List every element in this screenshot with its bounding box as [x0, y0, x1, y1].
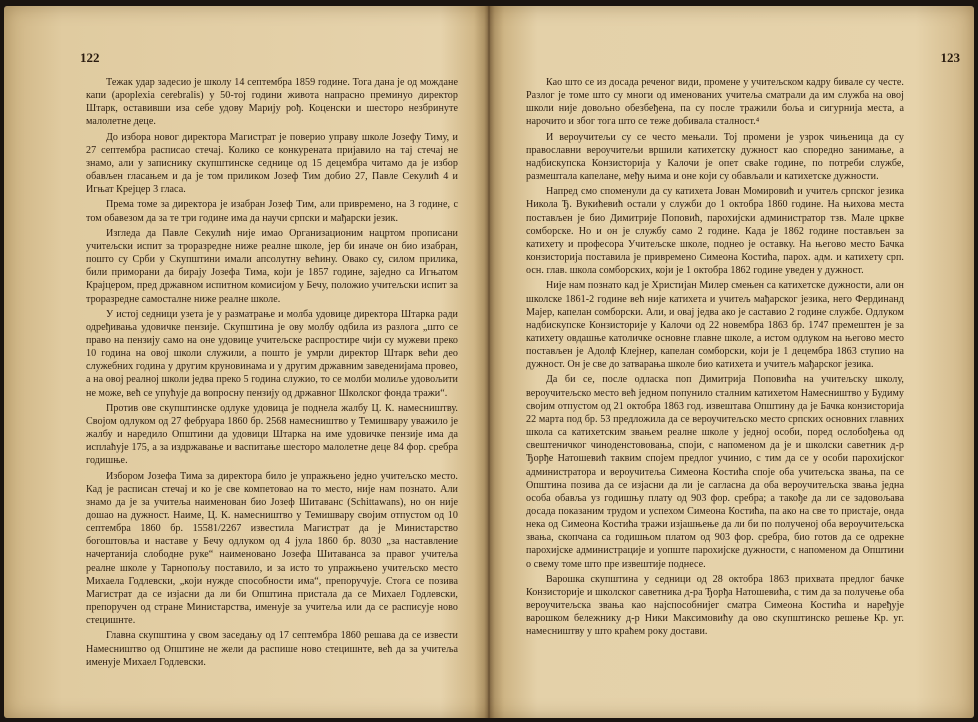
paragraph: Против ове скупштинске одлуке удовица је поднела жалбу Ц. К. намесништву. Својом одлуком од 27 фебруара 1860 бр. 2568 намесништво у Темишвару уважило је жалбу и наредило Општини да удовици Штарка на име удовичке пензије има да исплаћује 175, а за издржавање и васпитање шесторо малолетне деце 84 фор. сребра годишње. [86, 402, 458, 467]
paragraph: До избора новог директора Магистрат је поверио управу школе Јозефу Тиму, и 27 септембра расписао стечај. Колико се конкурената пријавило на тај стечај не знамо, али у записнику скупштинске седнице од 15 децембра читамо да је избор обављен гласањем и да је том приликом Јозеф Тим добио 27, Павле Секулић 4 и Игњат Крејцер 3 гласа. [86, 131, 458, 196]
book-spread [4, 6, 974, 718]
paragraph: Изгледа да Павле Секулић није имао Организационим нацртом прописани учитељски испит за троразредне ниже реалне школе, јер би иначе он био изабран, пошто су Срби у Скупштини имали апсолутну већину. Овако су, силом прилика, били приморани да бирају Јозефа Тима, који је 1857 године, заједно са Игњатом Крајцером, пред државном испитном комисијом у Бечу, положио учитељски испит за троразредне самосталне ниже реалне школе. [86, 227, 458, 305]
page-number-right: 123 [940, 50, 960, 65]
paragraph: Тежак удар задесио је школу 14 септембра 1859 године. Тога дана је од мождане капи (apoplexia cerebralis) у 50-тој години живота напрасно преминуо директор Штарк, оставивши иза себе удову Марију рођ. Коценски и шесторо незбринуте малолетне деце. [86, 77, 458, 128]
paragraph: Није нам познато кад је Христијан Милер смењен са катихетске дужности, али он школске 1861-2 године већ није катихета и учитељ мађарског језика, него Фердинанд Мајер, капелан сомборски. Али, и овај једва ако је саставио 2 године службе. Одлуком надбискупске Конзисторије у Калочи од 22 новембра 1863 бр. 1747 премештен је за катихету овдашње католичке основне главне школе, а истом одлуком на његово место постављен је Адолф Клејнер, капелан сомборски, који је 1 децембра 1863 ступио на дужност. Он је све до затварања школе био катихета и учитељ мађарског језика. [526, 280, 904, 371]
right-page-text [526, 76, 904, 639]
left-page-text [86, 76, 458, 669]
paragraph: Према томе за директора је изабран Јозеф Тим, али привремено, на 3 године, с том обавезом да за те три године има да научи српски и мађарски језик. [86, 199, 458, 224]
paragraph: Избором Јозефа Тима за директора било је упражњено једно учитељско место. Кад је расписан стечај и ко је све компетовао на то место, није нам познато. Али знамо да је за учитеља наименован био Јозеф Шитаванс (Schittawans), но он није дошао на дужност. Наиме, Ц. К. намесништво у Темишвару својим отпустом од 10 септембра 1860 бр. 15581/2267 известила Магистрат да је Министарство богоштовља и наставе у Бечу одлуком од 4 јула 1860 бр. 8030 „за наставление начертанија слободне руке“ наименовано Јозефа Шитаванса за правог учитеља реалне школе у Тарнопољу поставило, и за исто то упражњено учитељско место Михаела Годлевски, „који нужде способности има“, препоручује. Стога се позива Магистрат да се изјасни да ли би Општина пристала да се Михаел Годлевски, препоручен од стране Министарства, именује за учитеља или да се расписује ново стецишнте. [86, 470, 458, 627]
paragraph: Варошка скупштина у седници од 28 октобра 1863 прихвата предлог бачке Конзисторије и школског саветника д-ра Ђорђа Натошевића, с тим да за получење оба вероучитељска звања као најспособнијег сматра Симеона Костића и наређује варошком бележнику д-р Ники Максимовићу да ово скупштинско решење Кр. уг. намесништву у што краћем року достави. [526, 573, 904, 638]
page-number-left: 122 [80, 50, 100, 65]
right-page [496, 6, 974, 718]
paragraph: Да би се, после одласка поп Димитрија Поповића на учитељску школу, вероучитељско место већ једном попунило сталним катихетом Намесништво у Будиму својим отпустом од 21 октобра 1863 год. извештава Општину да је Бачка конзисторија 22 марта под бр. 53 предложила да се вероучитељско место српских основних главних школа са катихетским звањем реалне школе у једној особи, поред ослобођења од свештеничког чиноденстововања, споји, с напоменом да је и школски саветник д-р Ђорђе Натошевић таквим спојем предлог учинио, с тим да се у особи парохијског администратора и вероучитеља Симеона Костића споје оба учитељска звања, па се Општина позива да се изјасни да ли је сагласна да оба вероучитељска звања једна особа обавља уз годишњу плату од 903 фор. сребра; а такође да ли се задовољава досада показаним трудом и успехом Симеона Костића, па ако на све то пристаје, онда нека од Симеона Костића тражи изјашњење да ли би по полученој оба вероучитељска звања, скопчана са годишњом платом од 903 фор. сребра, био готов да се одрекне парохијске администрације и уопште парохијске дужности, с напоменом да Општини о свему томе што пре извештије поднесе. [526, 374, 904, 570]
left-page [4, 6, 488, 718]
paragraph: Главна скупштина у свом заседању од 17 септембра 1860 решава да се извести Намесништво од Општине не жели да распише ново стецишнте, већ да за учитеља именује Михаел Годлевски. [86, 630, 458, 668]
paragraph: И вероучитељи су се често мењали. Тој промени је узрок чињеница да су православни вероучитељи вршили катихетску дужност као споредно занимање, а надбискупска Конзисторија у Калочи је опет свake године, по потреби службе, размештала капелане, међу њима и оне који су обављали и катихетске дужности. [526, 131, 904, 183]
paragraph: Као што се из досада реченог види, промене у учитељском кадру бивале су честе. Разлог је томе што су многи од именованих учитеља сматрали да им служба на овој школи није довољно обезбеђена, па су после тражили бољa и сигурнија места, а нарочито и због тога што се теже добивала сталност.⁴ [526, 77, 904, 128]
paragraph: Напред смо споменули да су катихета Јован Момировић и учитељ српског језика Никола Ђ. Вукићевић остали у служби до 1 октобра 1860 године. На њихова места постављен је био Димитрије Поповић, парохијски администратор тзв. Мале цркве сомборске. Но и он је службу само 2 године. Када је 1862 године постављен за катихету и професора Учитељске школе, поднео је оставку. На његово место Бачка конзисторија поставила је привремено Симеона Костића, парох. адм. и катихету срп. осн. глав. школа сомборских, који је 1 октобра 1862 године уведен у дужност. [526, 186, 904, 277]
paragraph: У истој седници узета је у разматрање и молба удовице директора Штарка ради одређивања удовичке пензије. Скупштина је ову молбу одбила из разлога „што се право на пензију само на оне удовице учитељске распростире чији су мужеви преко 10 година на овој школи служили, а пошто је умрли директор Штарк већи део служебних година у другим круновинама и у другим државним заведенијама провео, а на овој реалној школи једва преко 5 година служио, то се молби молиље удовољити не може, већ се упућује да вопросну пензију од државног Школског фонда тражи“. [86, 308, 458, 399]
